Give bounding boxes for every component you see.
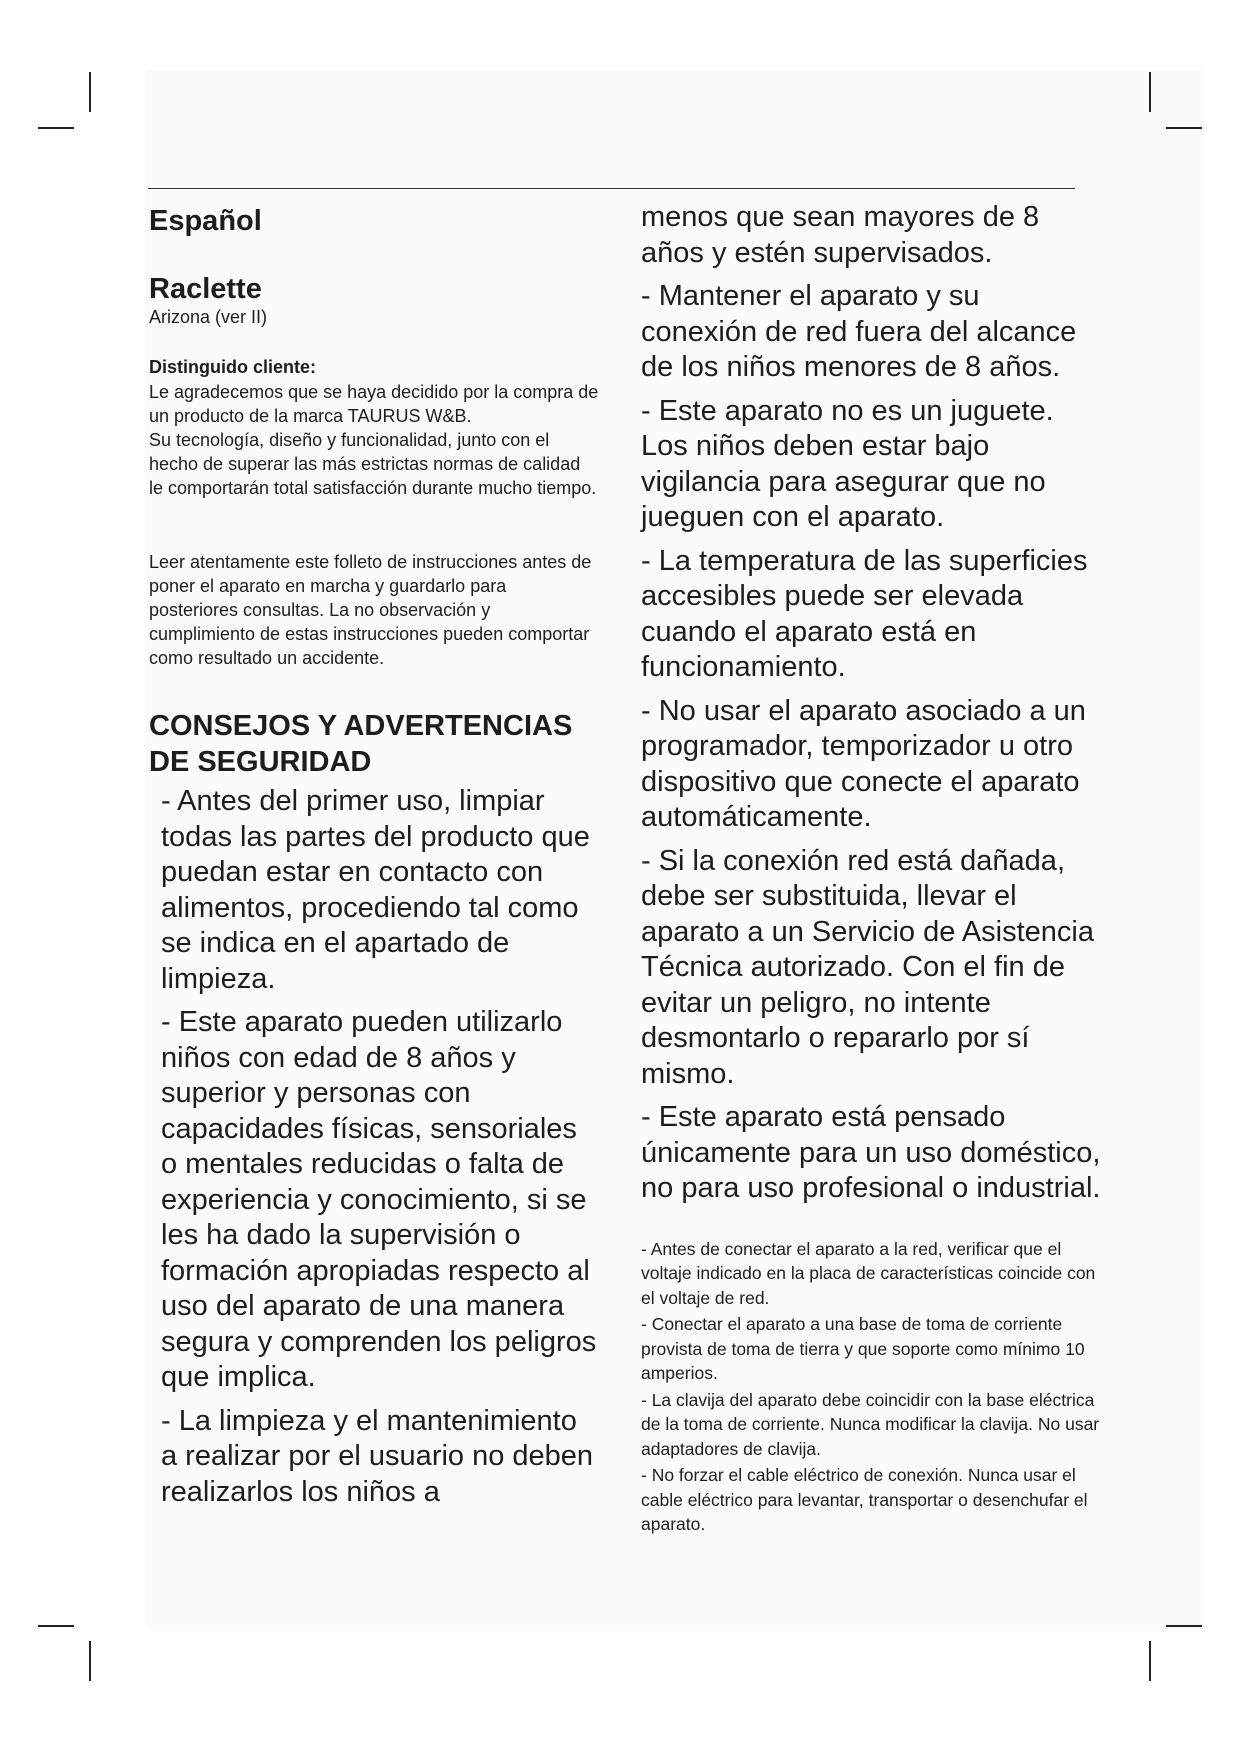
safety-item: menos que sean mayores de 8 años y estén supervisados. xyxy=(641,201,1040,269)
crop-mark-top-right-h xyxy=(1166,127,1202,129)
language-heading: Español xyxy=(149,205,262,237)
safety-item: - Este aparato está pensado únicamente para un uso doméstico, no para uso profesional o industrial. xyxy=(641,1101,1101,1204)
greeting-title: Distinguido cliente: xyxy=(149,357,317,377)
safety-item: - Este aparato no es un juguete. Los niños deben estar bajo vigilancia para asegurar que no jueguen con el aparato. xyxy=(641,394,1054,533)
electrical-item: - Conectar el aparato a una base de toma de corriente provista de toma de tierra y que soporte como mínimo 10 amperios. xyxy=(641,1314,1085,1383)
product-name: Raclette xyxy=(149,273,262,305)
crop-mark-top-left-v xyxy=(89,72,91,112)
left-column xyxy=(149,204,599,1518)
electrical-warnings xyxy=(641,1237,1101,1537)
electrical-item: - La clavija del aparato debe coincidir con la base eléctrica de la toma de corriente. Nunca modificar la clavija. No usar adaptadores de clavija. xyxy=(641,1389,1100,1459)
right-column xyxy=(641,200,1101,1539)
header-rule xyxy=(148,188,1075,189)
safety-heading: CONSEJOS Y ADVERTENCIAS DE SEGURIDAD xyxy=(149,710,573,778)
safety-item: - Antes del primer uso, limpiar todas las partes del producto que puedan estar en contacto con alimentos, procediendo tal como se indica en el apartado de limpieza. xyxy=(161,785,590,995)
safety-item: - Este aparato pueden utilizarlo niños con edad de 8 años y superior y personas con capacidades físicas, sensoriales o mentales reducidas o falta de experiencia y conocimiento, si se les ha dado la supervisión o formación apropiadas respecto al uso del aparato de una manera segura y comprenden los peligros que implica. xyxy=(161,1006,597,1393)
crop-mark-top-right-v xyxy=(1149,72,1151,112)
crop-mark-bottom-left-h xyxy=(38,1625,74,1627)
safety-item: - La temperatura de las superficies accesibles puede ser elevada cuando el aparato está en funcionamiento. xyxy=(641,544,1088,683)
product-model: Arizona (ver II) xyxy=(149,307,268,327)
electrical-item: - Antes de conectar el aparato a la red, verificar que el voltaje indicado en la placa de características coincide con el voltaje de red. xyxy=(641,1238,1096,1308)
crop-mark-bottom-left-v xyxy=(89,1641,91,1681)
safety-item: - Si la conexión red está dañada, debe ser substituida, llevar el aparato a un Servicio de Asistencia Técnica autorizado. Con el fin de evitar un peligro, no intente desmontarlo o repararlo por sí mismo. xyxy=(641,844,1094,1090)
greeting-paragraph: Le agradecemos que se haya decidido por la compra de un producto de la marca TAURUS W&B. xyxy=(149,382,599,426)
safety-item: - No usar el aparato asociado a un programador, temporizador u otro dispositivo que conecte el aparato automáticamente. xyxy=(641,694,1086,833)
greeting-paragraph: Su tecnología, diseño y funcionalidad, junto con el hecho de superar las más estrictas normas de calidad le comportarán total satisfacción durante mucho tiempo. xyxy=(149,430,597,498)
electrical-item: - No forzar el cable eléctrico de conexión. Nunca usar el cable eléctrico para levantar, transportar o desenchufar el aparato. xyxy=(641,1465,1088,1534)
crop-mark-top-left-h xyxy=(38,127,74,129)
safety-item: - La limpieza y el mantenimiento a realizar por el usuario no deben realizarlos los niños a xyxy=(161,1404,594,1508)
safety-item: - Mantener el aparato y su conexión de red fuera del alcance de los niños menores de 8 años. xyxy=(641,280,1077,383)
reading-notice: Leer atentamente este folleto de instrucciones antes de poner el aparato en marcha y guardarlo para posteriores consultas. La no observación y cumplimiento de estas instrucciones pueden comportar como resultado un accidente. xyxy=(149,552,592,668)
crop-mark-bottom-right-v xyxy=(1149,1641,1151,1681)
crop-mark-bottom-right-h xyxy=(1166,1625,1202,1627)
